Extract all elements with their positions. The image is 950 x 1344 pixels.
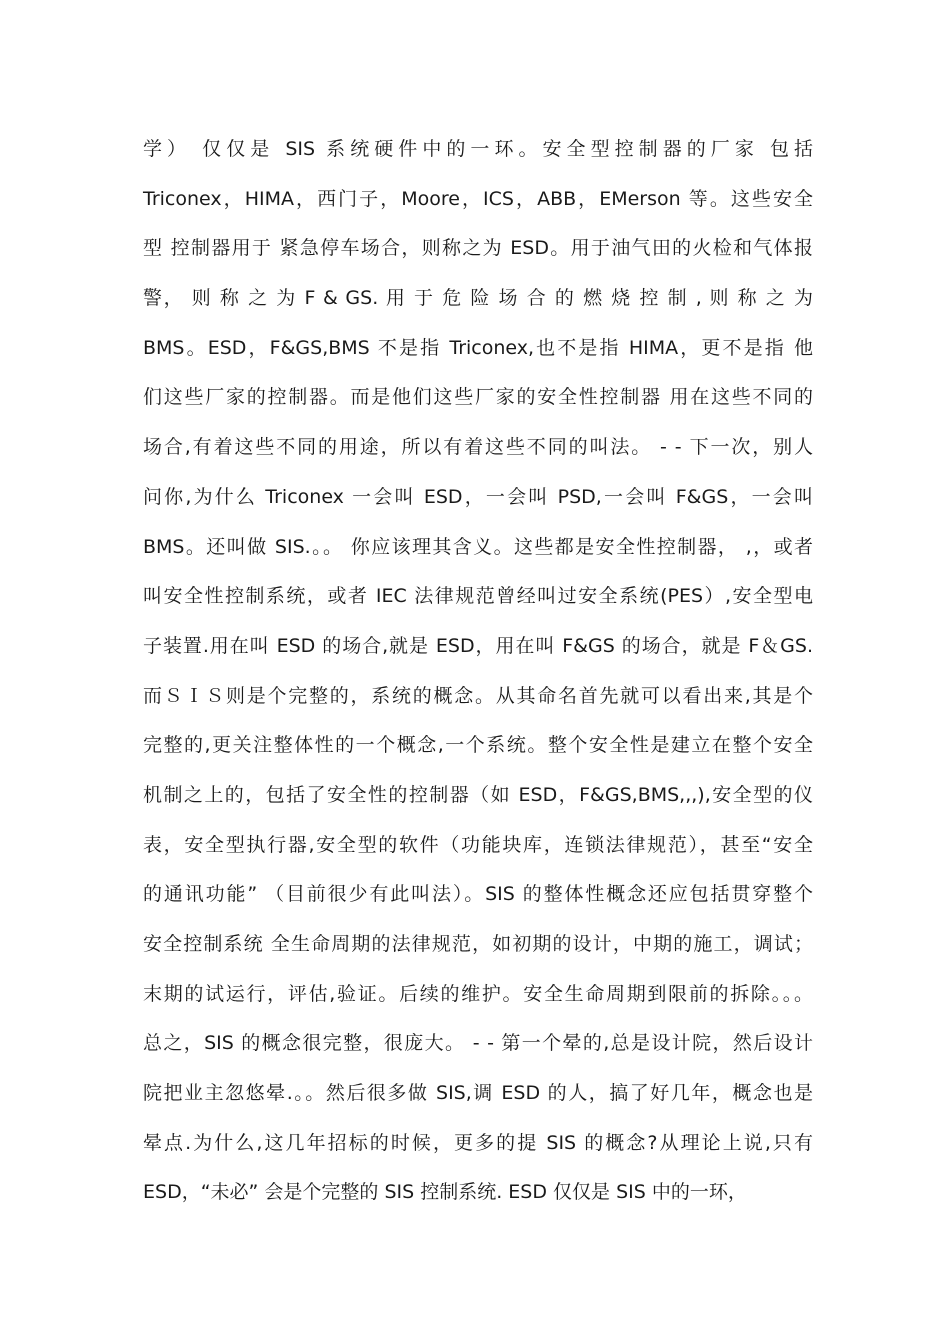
text-line: ESD，“未必” 会是个完整的 SIS 控制系统. ESD 仅仅是 SIS 中的一环， — [143, 1181, 747, 1204]
text-line: 问你,为什么 Triconex 一会叫 ESD，一会叫 PSD,一会叫 F&GS，一会叫 — [143, 485, 813, 508]
text-line: 末期的试运行，评估,验证。后续的维护。安全生命周期到限前的拆除。。。 — [143, 982, 813, 1005]
text-line: Triconex，HIMA，西门子，Moore，ICS，ABB，EMerson 等。这些安全 — [143, 187, 813, 210]
text-line: 叫安全性控制系统，或者 IEC 法律规范曾经叫过安全系统(PES）,安全型电 — [143, 585, 813, 608]
text-line: 机制之上的，包括了安全性的控制器（如 ESD，F&GS,BMS,,,),安全型的仪 — [143, 783, 813, 806]
text-line: 院把业主忽悠晕.。。然后很多做 SIS,调 ESD 的人，搞了好几年，概念也是 — [143, 1082, 813, 1105]
text-line: 子装置.用在叫 ESD 的场合,就是 ESD，用在叫 F&GS 的场合，就是 F＆GS. — [143, 634, 813, 657]
text-line: 而ＳＩＳ则是个完整的，系统的概念。从其命名首先就可以看出来,其是个 — [143, 684, 813, 707]
text-line: 完整的,更关注整体性的一个概念,一个系统。整个安全性是建立在整个安全 — [143, 734, 813, 757]
text-line: 晕点.为什么,这几年招标的时候，更多的提 SIS 的概念?从理论上说,只有 — [143, 1131, 813, 1154]
text-line: 警， 则 称 之 为 F & GS. 用 于 危 险 场 合 的 燃 烧 控 制 , 则 称 之 为 — [143, 287, 813, 310]
text-line: BMS。还叫做 SIS.。。 你应该理其含义。这些都是安全性控制器， ,，或者 — [143, 535, 813, 558]
text-line: 学） 仅仅是 SIS 系统硬件中的一环。安全型控制器的厂家 包括 — [143, 138, 813, 160]
text-line: BMS。ESD，F&GS,BMS 不是指 Triconex,也不是指 HIMA，更不是指 他 — [143, 336, 813, 359]
text-line: 们这些厂家的控制器。而是他们这些厂家的安全性控制器 用在这些不同的 — [143, 386, 813, 409]
text-line: 型 控制器用于 紧急停车场合，则称之为 ESD。用于油气田的火检和气体报 — [143, 237, 813, 260]
text-line: 场合,有着这些不同的用途，所以有着这些不同的叫法。 - - 下一次，别人 — [143, 436, 813, 459]
text-line: 表，安全型执行器,安全型的软件（功能块库，连锁法律规范），甚至“安全 — [143, 833, 813, 856]
text-line: 总之，SIS 的概念很完整，很庞大。 - - 第一个晕的,总是设计院，然后设计 — [143, 1032, 813, 1055]
text-line: 安全控制系统 全生命周期的法律规范，如初期的设计，中期的施工，调试； — [143, 933, 813, 955]
text-line: 的通讯功能” （目前很少有此叫法）。SIS 的整体性概念还应包括贯穿整个 — [143, 883, 813, 906]
body-text — [143, 125, 813, 1218]
